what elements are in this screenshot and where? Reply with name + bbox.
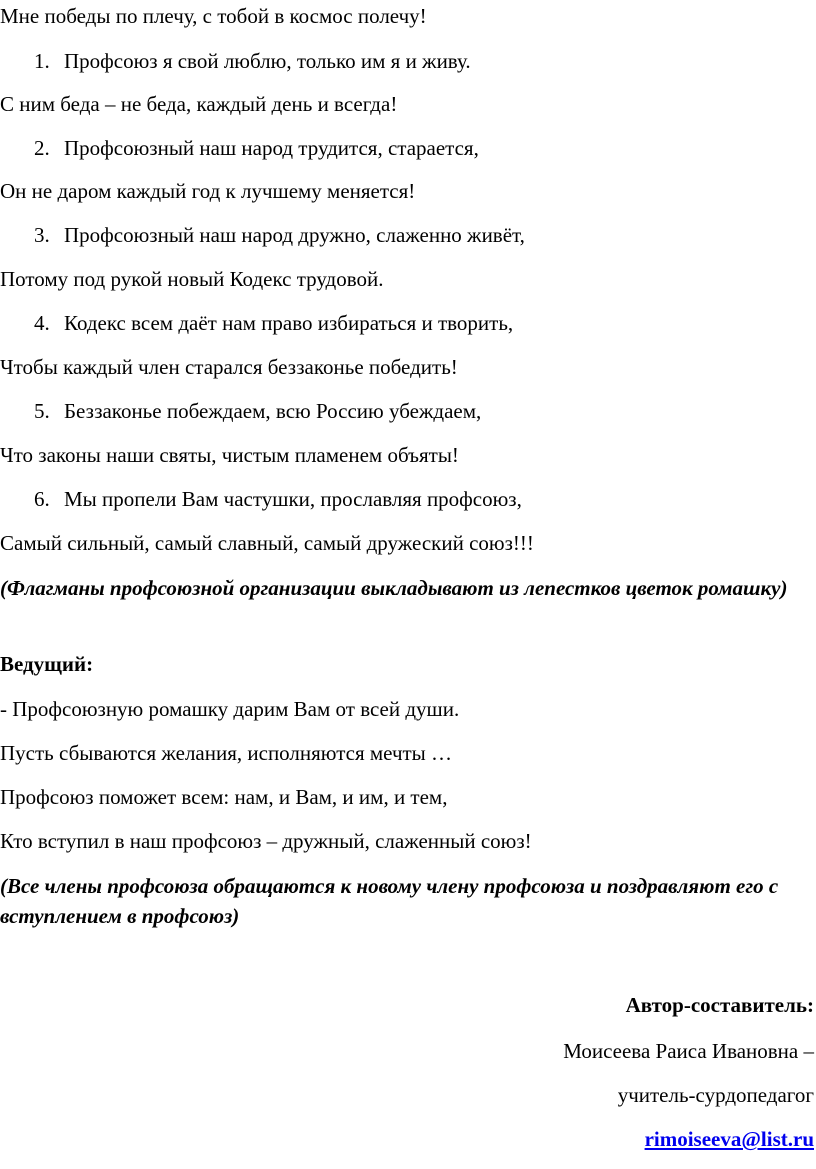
host-line: Профсоюз поможет всем: нам, и Вам, и им, и тем, xyxy=(0,785,448,809)
verse-text: Кодекс всем даёт нам право избираться и творить, xyxy=(64,311,514,335)
verse-line: Что законы наши святы, чистым пламенем объяты! xyxy=(0,443,459,467)
verse-number: 4. xyxy=(34,311,50,335)
verse-line: С ним беда – не беда, каждый день и всегда! xyxy=(0,92,398,116)
host-line: - Профсоюзную ромашку дарим Вам от всей души. xyxy=(0,697,460,721)
verse-line: Самый сильный, самый славный, самый дружеский союз!!! xyxy=(0,531,534,555)
numbered-verse-5 xyxy=(34,397,481,425)
numbered-verse-4 xyxy=(34,309,513,337)
verse-text: Профсоюз я свой люблю, только им я и живу. xyxy=(64,49,471,73)
verse-line: Чтобы каждый член старался беззаконье победить! xyxy=(0,355,458,379)
author-email-link[interactable]: rimoiseeva@list.ru xyxy=(644,1127,814,1151)
stage-direction: (Флагманы профсоюзной организации выкладывают из лепестков цветок ромашку) xyxy=(0,576,788,600)
verse-number: 6. xyxy=(34,487,50,511)
verse-text: Мы пропели Вам частушки, прославляя профсоюз, xyxy=(64,487,522,511)
numbered-verse-2 xyxy=(34,134,479,162)
verse-text: Беззаконье побеждаем, всю Россию убеждаем, xyxy=(64,399,482,423)
verse-line: Он не даром каждый год к лучшему меняется! xyxy=(0,179,416,203)
host-label: Ведущий: xyxy=(0,652,94,676)
author-role: учитель-сурдопедагог xyxy=(617,1083,814,1107)
author-name: Моисеева Раиса Ивановна – xyxy=(563,1039,814,1063)
verse-number: 5. xyxy=(34,399,50,423)
numbered-verse-6 xyxy=(34,485,522,513)
stage-direction: (Все члены профсоюза обращаются к новому члену профсоюза и поздравляют его с вступлением в профсоюз) xyxy=(0,874,779,928)
verse-text: Профсоюзный наш народ трудится, старается, xyxy=(64,136,479,160)
verse-text: Профсоюзный наш народ дружно, слаженно живёт, xyxy=(64,223,525,247)
verse-number: 2. xyxy=(34,136,50,160)
numbered-verse-1 xyxy=(34,47,471,75)
numbered-verse-3 xyxy=(34,221,525,249)
host-line: Кто вступил в наш профсоюз – дружный, слаженный союз! xyxy=(0,829,532,853)
host-line: Пусть сбываются желания, исполняются мечты … xyxy=(0,741,453,765)
verse-line: Мне победы по плечу, с тобой в космос полечу! xyxy=(0,4,427,28)
verse-number: 1. xyxy=(34,49,50,73)
verse-number: 3. xyxy=(34,223,50,247)
verse-line: Потому под рукой новый Кодекс трудовой. xyxy=(0,267,384,291)
author-label: Автор-составитель: xyxy=(625,993,814,1017)
